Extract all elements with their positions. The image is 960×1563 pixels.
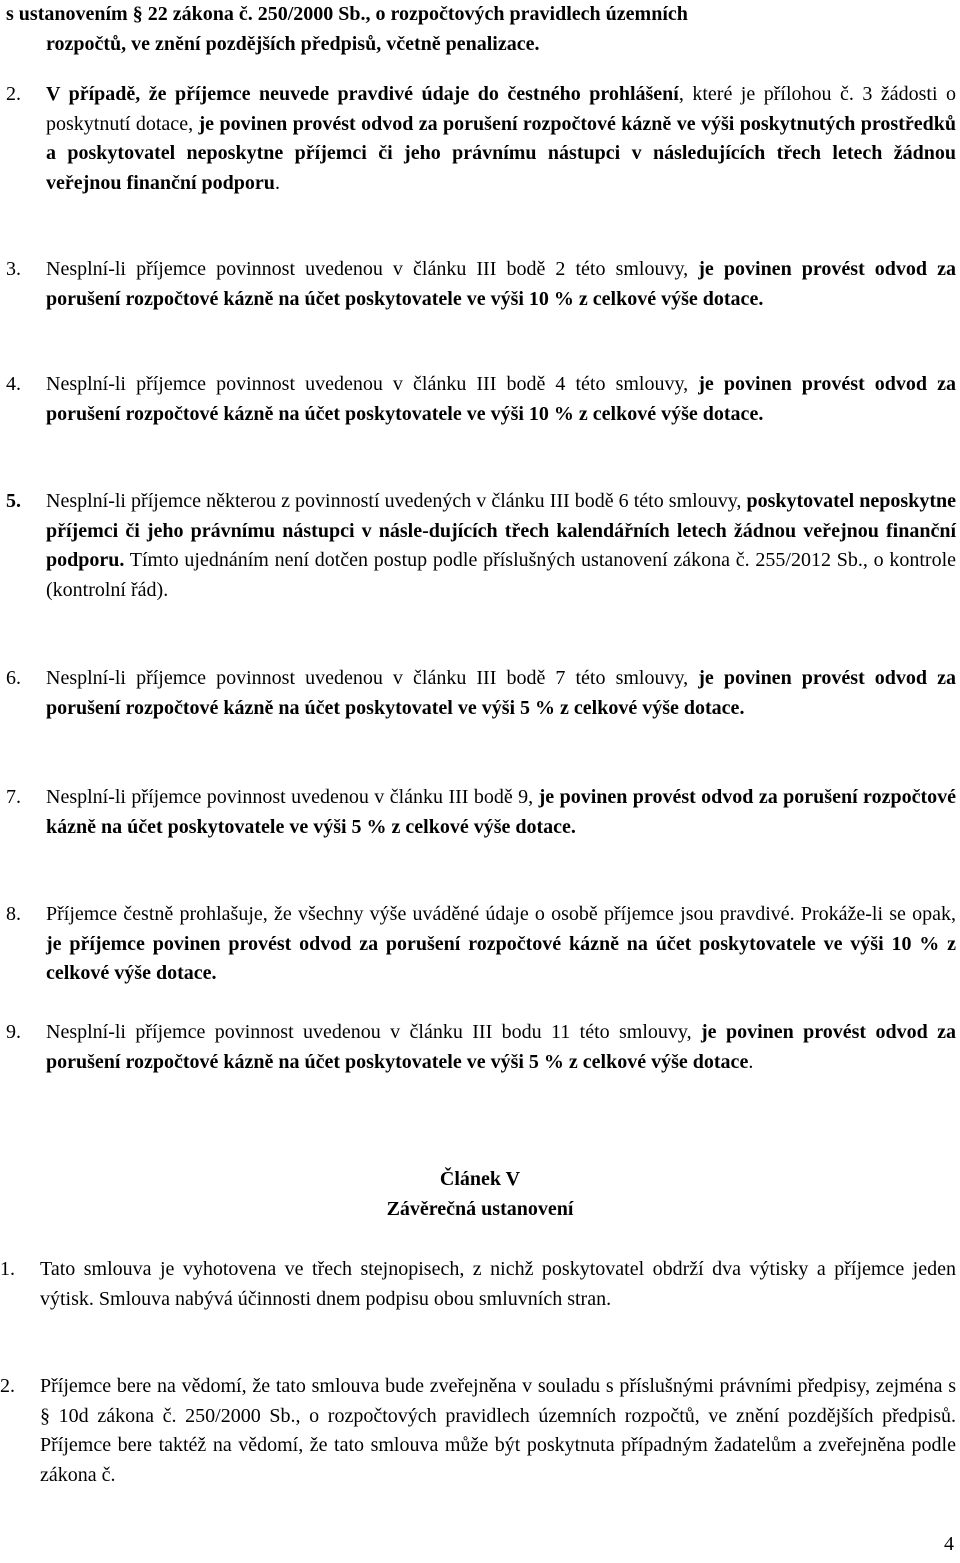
item-number: 8. bbox=[6, 903, 21, 925]
text-segment: Tato smlouva je vyhotovena ve třech stejnopisech, z nichž poskytovatel obdrží dva výtisky a příjemce jeden výtisk. Smlouva nabývá účinnosti dnem podpisu obou smluvních stran. bbox=[40, 1258, 956, 1310]
text-segment: Nesplní-li příjemce některou z povinností uvedených v článku III bodě 6 této smlouvy, bbox=[46, 490, 747, 512]
bold-text-segment: je povinen provést odvod za porušení rozpočtové kázně na účet poskytovatele ve výši 5 % z celkové výše dotace. bbox=[46, 786, 956, 838]
bold-text-segment: poskytovatel neposkytne příjemci či jeho právnímu nástupci v násle-dujících třech kalendářních letech žádnou veřejnou finanční podporu. bbox=[46, 490, 956, 571]
item-number: 7. bbox=[6, 786, 21, 808]
item-number: 1. bbox=[0, 1258, 15, 1280]
item-number: 2. bbox=[0, 1375, 15, 1397]
bold-text-segment: je příjemce povinen provést odvod za porušení rozpočtové kázně na účet poskytovatele ve výši 10 % z celkové výše dotace. bbox=[46, 932, 956, 984]
lead-in-line-2: rozpočtů, ve znění pozdějších předpisů, včetně penalizace. bbox=[46, 33, 540, 55]
item-text bbox=[40, 1255, 956, 1314]
item-number: 3. bbox=[6, 258, 21, 280]
bold-text-segment: je povinen provést odvod za porušení rozpočtové kázně na účet poskytovatele ve výši 10 % z celkové výše dotace. bbox=[46, 258, 957, 310]
bold-text-segment: je povinen provést odvod za porušení rozpočtové kázně ve výši poskytnutých prostředků a poskytovatel neposkytne příjemci či jeho právnímu nástupci v následujících třech letech žádnou veřejnou finanční podporu bbox=[46, 112, 956, 194]
text-segment: Příjemce bere na vědomí, že tato smlouva bude zveřejněna v souladu s příslušnými právními předpisy, zejména s § 10d zákona č. 250/2000 Sb., o rozpočtových pravidlech územních rozpočtů, ve znění pozdějších předpisů. Příjemce bere taktéž na vědomí, že tato smlouva může být poskytnuta případným žadatelům a zveřejněna podle zákona č. bbox=[40, 1375, 956, 1486]
article-title: Článek V bbox=[439, 1168, 521, 1190]
bold-text-segment: je povinen provést odvod za porušení rozpočtové kázně na účet poskytovatel ve výši 5 % z celkové výše dotace. bbox=[46, 667, 957, 719]
item-text bbox=[46, 1018, 956, 1077]
text-segment: Nesplní-li příjemce povinnost uvedenou v článku III bodu 11 této smlouvy, bbox=[46, 1021, 702, 1043]
item-text bbox=[40, 1372, 956, 1490]
text-segment: Příjemce čestně prohlašuje, že všechny výše uváděné údaje o osobě příjemce jsou pravdivé. Prokáže-li se opak, bbox=[46, 903, 956, 925]
item-number: 5. bbox=[6, 490, 21, 512]
text-segment: . bbox=[748, 1050, 754, 1073]
item-number: 2. bbox=[6, 83, 21, 105]
bold-text-segment: V případě, že příjemce neuvede pravdivé údaje do čestného prohlášení bbox=[46, 83, 679, 105]
item-text bbox=[46, 80, 956, 198]
item-text bbox=[46, 664, 956, 723]
lead-in-line-1: s ustanovením § 22 zákona č. 250/2000 Sb., o rozpočtových pravidlech územních bbox=[6, 3, 688, 25]
text-segment: Nesplní-li příjemce povinnost uvedenou v článku III bodě 7 této smlouvy, bbox=[46, 667, 699, 689]
bold-text-segment: je povinen provést odvod za porušení rozpočtové kázně na účet poskytovatele ve výši 5 % z celkové výše dotace bbox=[46, 1021, 956, 1073]
item-text bbox=[46, 900, 956, 989]
text-segment: , které je přílohou č. 3 žádosti o poskytnutí dotace, bbox=[46, 83, 956, 135]
text-segment: Nesplní-li příjemce povinnost uvedenou v článku III bodě 2 této smlouvy, bbox=[46, 258, 699, 280]
text-segment: . bbox=[274, 171, 280, 194]
text-segment: Nesplní-li příjemce povinnost uvedenou v článku III bodě 4 této smlouvy, bbox=[46, 373, 699, 395]
item-text bbox=[46, 255, 956, 314]
text-segment: Tímto ujednáním není dotčen postup podle příslušných ustanovení zákona č. 255/2012 Sb., o kontrole (kontrolní řád). bbox=[46, 549, 956, 601]
page-number: 4 bbox=[944, 1533, 954, 1555]
item-number: 6. bbox=[6, 667, 21, 689]
bold-text-segment: je povinen provést odvod za porušení rozpočtové kázně na účet poskytovatele ve výši 10 % z celkové výše dotace. bbox=[46, 373, 957, 425]
item-number: 4. bbox=[6, 373, 21, 395]
item-number: 9. bbox=[6, 1021, 21, 1043]
item-text bbox=[46, 487, 956, 605]
text-segment: Nesplní-li příjemce povinnost uvedenou v článku III bodě 9, bbox=[46, 786, 539, 808]
item-text bbox=[46, 370, 956, 429]
item-text bbox=[46, 783, 956, 842]
article-subtitle: Závěrečná ustanovení bbox=[386, 1198, 574, 1220]
